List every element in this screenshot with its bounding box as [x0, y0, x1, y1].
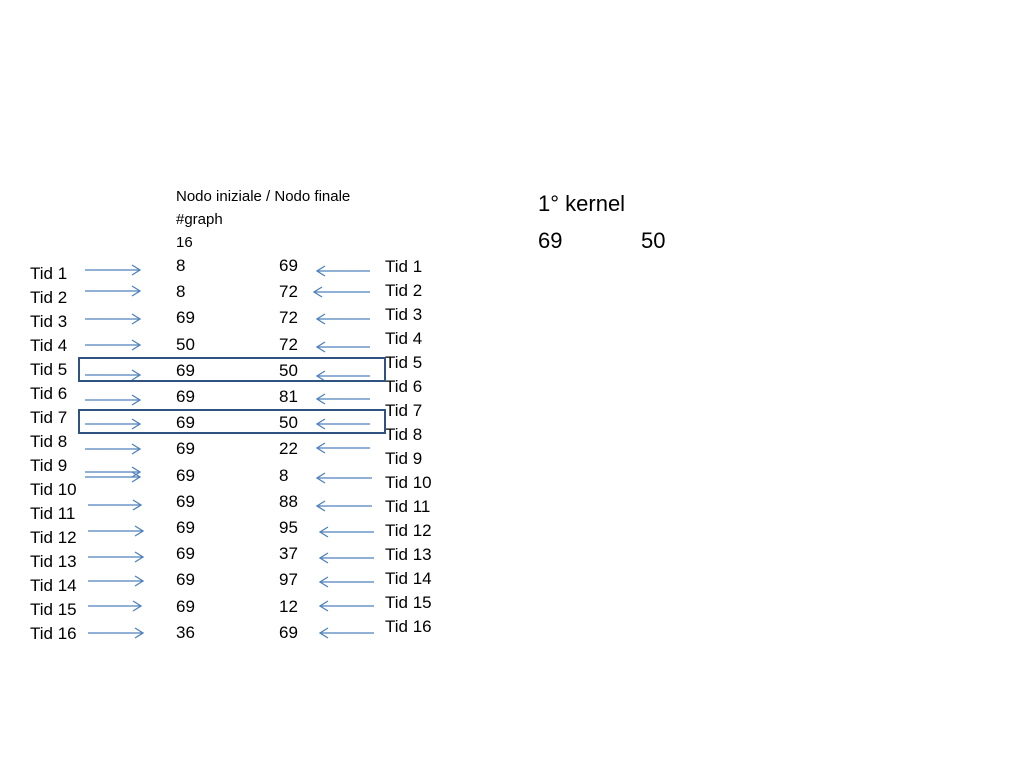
arrow-right-icon	[85, 265, 140, 275]
end-node-cell: 95	[279, 518, 298, 537]
end-node-cell: 72	[279, 308, 298, 328]
tid-label-right: Tid 14	[385, 569, 432, 588]
tid-label-right: Tid 1	[385, 257, 423, 276]
end-node-cell: 69	[279, 622, 298, 642]
end-node-cell: 37	[279, 544, 298, 564]
start-node-cell: 8	[176, 282, 186, 302]
tid-label-left: Tid 6	[30, 384, 68, 403]
end-node-cell: 69	[279, 256, 298, 275]
arrow-right-icon	[85, 467, 140, 477]
end-node-cell: 72	[279, 334, 298, 354]
arrow-right-icon	[85, 340, 140, 350]
start-node-cell: 69	[176, 413, 195, 433]
arrow-right-icon	[85, 395, 140, 405]
arrow-left-icon	[317, 266, 370, 276]
tid-label-left: Tid 13	[30, 552, 77, 571]
graph-label: #graph	[176, 211, 223, 228]
arrow-left-icon	[317, 501, 372, 511]
kernel-end-value: 50	[641, 228, 666, 253]
arrow-left-icon	[320, 601, 374, 611]
start-node-cell: 69	[176, 439, 195, 459]
arrow-left-icon	[317, 473, 372, 483]
arrow-left-icon	[320, 628, 374, 638]
arrow-right-icon	[88, 500, 141, 510]
tid-label-right: Tid 13	[385, 545, 432, 564]
arrow-right-icon	[85, 472, 140, 482]
tid-label-left: Tid 3	[30, 312, 68, 331]
tid-label-right: Tid 16	[385, 617, 432, 636]
start-node-cell: 69	[176, 360, 195, 380]
arrow-left-icon	[317, 443, 370, 453]
tid-label-left: Tid 2	[30, 288, 68, 307]
tid-label-left: Tid 5	[30, 360, 68, 379]
highlight-box	[78, 409, 386, 434]
start-node-cell: 50	[176, 334, 195, 354]
tid-label-left: Tid 7	[30, 408, 68, 427]
tid-label-right: Tid 6	[385, 377, 423, 396]
tid-label-right: Tid 5	[385, 353, 423, 372]
end-node-cell: 50	[279, 413, 298, 433]
start-node-cell: 69	[176, 518, 195, 537]
arrow-left-icon	[320, 553, 374, 563]
tid-label-left: Tid 1	[30, 264, 68, 283]
tid-label-left: Tid 16	[30, 624, 77, 643]
end-node-cell: 88	[279, 491, 298, 511]
tid-label-left: Tid 14	[30, 576, 77, 595]
tid-label-right: Tid 7	[385, 401, 423, 420]
arrow-right-icon	[88, 526, 143, 536]
arrow-left-icon	[320, 527, 374, 537]
start-node-cell: 69	[176, 491, 195, 511]
end-node-cell: 50	[279, 360, 298, 380]
arrow-left-icon	[314, 287, 370, 297]
arrow-left-icon	[317, 342, 370, 352]
start-node-cell: 69	[176, 544, 195, 564]
tid-label-right: Tid 3	[385, 305, 423, 324]
tid-label-right: Tid 12	[385, 521, 432, 540]
end-node-cell: 8	[279, 465, 289, 485]
kernel-title: 1° kernel	[538, 191, 626, 216]
tid-label-right: Tid 8	[385, 425, 423, 444]
start-node-cell: 8	[176, 256, 186, 275]
end-node-cell: 72	[279, 282, 298, 302]
tid-label-right: Tid 9	[385, 449, 423, 468]
start-node-cell: 69	[176, 308, 195, 328]
arrow-left-icon	[317, 314, 370, 324]
end-node-cell: 12	[279, 596, 298, 616]
end-node-cell: 81	[279, 387, 298, 406]
arrow-right-icon	[85, 444, 140, 454]
tid-label-left: Tid 11	[30, 504, 76, 523]
arrow-left-icon	[317, 394, 370, 404]
start-node-cell: 69	[176, 465, 195, 485]
arrow-right-icon	[88, 576, 143, 586]
header-title: Nodo iniziale / Nodo finale	[176, 188, 351, 205]
arrow-right-icon	[85, 286, 140, 296]
start-node-cell: 69	[176, 596, 195, 616]
tid-label-left: Tid 9	[30, 456, 68, 475]
arrow-right-icon	[88, 552, 143, 562]
tid-label-right: Tid 4	[385, 329, 423, 348]
tid-label-left: Tid 15	[30, 600, 77, 619]
start-node-cell: 36	[176, 622, 195, 642]
highlight-box	[78, 357, 386, 382]
tid-label-right: Tid 11	[385, 497, 431, 516]
arrow-right-icon	[85, 314, 140, 324]
tid-label-left: Tid 12	[30, 528, 77, 547]
end-node-cell: 97	[279, 570, 298, 590]
tid-label-right: Tid 10	[385, 473, 432, 492]
tid-label-left: Tid 8	[30, 432, 68, 451]
arrow-right-icon	[88, 601, 141, 611]
tid-label-left: Tid 4	[30, 336, 68, 355]
arrow-left-icon	[320, 577, 374, 587]
end-node-cell: 22	[279, 439, 298, 459]
start-node-cell: 69	[176, 570, 195, 590]
start-node-cell: 69	[176, 387, 195, 406]
arrow-right-icon	[88, 628, 143, 638]
tid-label-left: Tid 10	[30, 480, 77, 499]
kernel-start-value: 69	[538, 228, 563, 253]
tid-label-right: Tid 2	[385, 281, 423, 300]
graph-count: 16	[176, 234, 193, 251]
tid-label-right: Tid 15	[385, 593, 432, 612]
